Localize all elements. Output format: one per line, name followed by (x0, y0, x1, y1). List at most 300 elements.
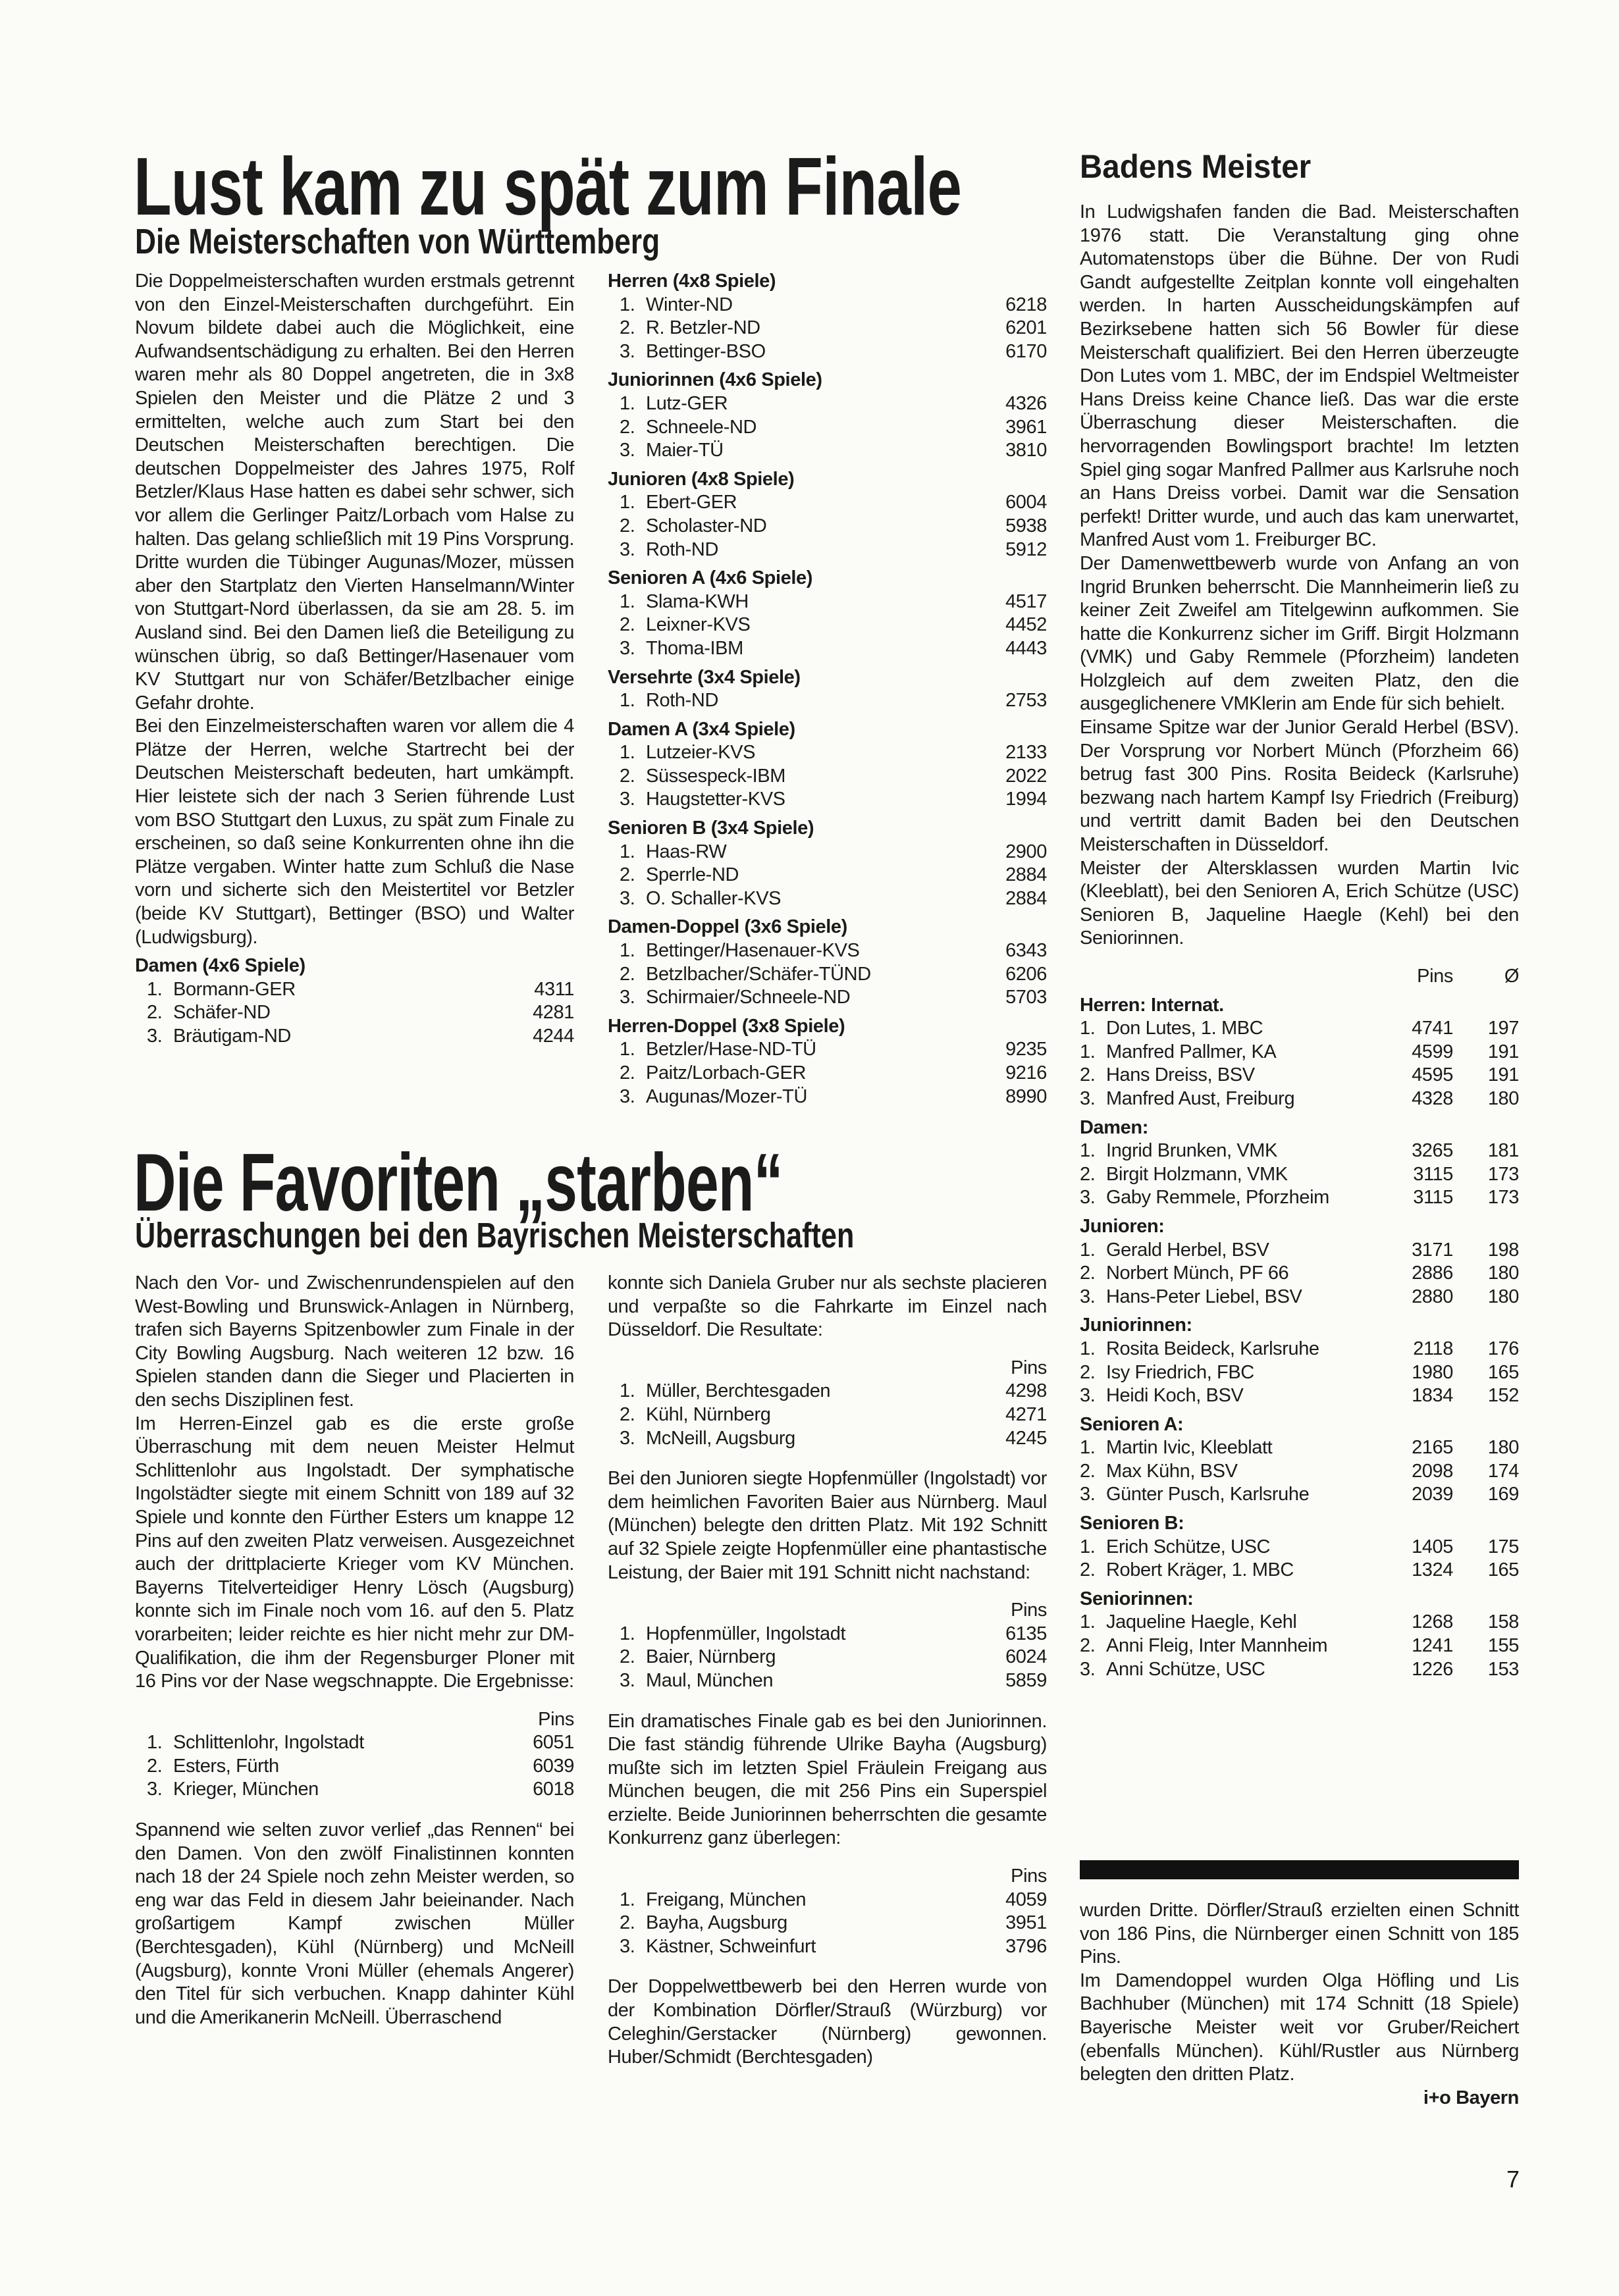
author-signature: i+o Bayern (1423, 2087, 1519, 2108)
rank: 1. (620, 940, 635, 962)
pins: 2118 (1413, 1338, 1453, 1359)
name: Lutz-GER (646, 392, 728, 414)
category-heading: Juniorinnen: (1080, 1315, 1192, 1336)
name: Haas-RW (646, 841, 727, 862)
table-header (608, 1865, 1047, 1889)
paragraph: Die Doppelmeisterschaften wurden erstmals getrennt von den Einzel-Meisterschaften durchgeführt. Ein Novum bildete dabei auch die Möglichkeit, eine Aufwandsentschädigung zu erhalten. Bei den Herren waren mehr als 80 Doppel angetreten, die in 3x8 Spielen den Meister und die Plätze 2 und 3 ermittelten, welche auch zum Start bei den Deutschen Meisterschaften berechtigen. Die deutschen Doppelmeister des Jahres 1975, Rolf Betzler/Klaus Hase hatten es dabei sehr schwer, sich vor allem die Gerlinger Paitz/Lorbach vom Halse zu halten. Das gelang schließlich mit 19 Pins Vorsprung. Dritte wurden die Tübinger Augunas/Mozer, müssen aber den Startplatz den Vierten Hanselmann/Winter von Stuttgart-Nord überlassen, da sie am 28. 5. im Ausland sind. Bei den Damen ließ die Beteiligung zu wünschen übrig, so daß Bettinger/Hasenauer vom KV Stuttgart nur von Schäfer/Betzlbacher einige Gefahr drohte. (135, 271, 574, 714)
average: 191 (1487, 1064, 1519, 1086)
article-subtitle-bayern: Überraschungen bei den Bayrischen Meisterschaften (135, 1216, 855, 1255)
table-row (135, 1001, 574, 1025)
rank: 3. (620, 1085, 635, 1107)
table-row (608, 689, 1047, 713)
average: 180 (1487, 1286, 1519, 1307)
pins: 4595 (1412, 1064, 1453, 1086)
table-row (608, 1062, 1047, 1085)
name: McNeill, Augsburg (646, 1427, 795, 1449)
pins: 4271 (1005, 1403, 1047, 1425)
name: Norbert Münch, PF 66 (1106, 1263, 1289, 1284)
rank: 1. (1080, 1611, 1096, 1633)
rank: 1. (620, 294, 635, 315)
name: Betzlbacher/Schäfer-TÜND (646, 963, 871, 985)
rank: 3. (147, 1779, 163, 1800)
paragraph: wurden Dritte. Dörfler/Strauß erzielten einen Schnitt von 186 Pins, die Nürnberger einen Schnitt von 185 Pins. (1080, 1900, 1519, 1968)
table-row (608, 416, 1047, 440)
rank: 2. (1080, 1163, 1096, 1185)
name: Leixner-KVS (646, 614, 751, 636)
table-row (608, 1912, 1047, 1935)
paragraph: Einsame Spitze war der Junior Gerald Herbel (BSV). Der Vorsprung vor Norbert Münch (Pforzheim 66) betrug fast 300 Pins. Rosita Beideck (Karlsruhe) bezwang nach hartem Kampf Isy Friedrich (Freiburg) und vertritt damit Baden bei den Deutschen Meisterschaften in Düsseldorf. (1080, 717, 1519, 856)
paragraph: Bei den Einzelmeisterschaften waren vor allem die 4 Plätze der Herren, welche Startrecht bei der Deutschen Meisterschaft bedeuten, hart umkämpft. Hier leistete sich der nach 3 Serien führende Lust vom BSO Stuttgart den Luxus, zu spät zum Finale zu erscheinen, so daß seine Konkurrenten ohne ihn die Plätze vergaben. Winter hatte zum Schluß die Nase vorn und sicherte sich den Meistertitel vor Betzler (beide KV Stuttgart), Bettinger (BSO) und Walter (Ludwigsburg). (135, 716, 574, 948)
rank: 1. (1080, 1041, 1096, 1062)
name: Jaqueline Haegle, Kehl (1106, 1611, 1297, 1633)
pins: 2884 (1005, 887, 1047, 909)
table-row (1080, 1041, 1519, 1064)
rank: 3. (620, 1935, 635, 1957)
table-row (1080, 1361, 1519, 1385)
average: 175 (1487, 1536, 1519, 1557)
name: Betzler/Hase-ND-TÜ (646, 1039, 816, 1060)
table-row (608, 1669, 1047, 1693)
name: Bettinger/Hasenauer-KVS (646, 940, 860, 962)
paragraph: In Ludwigshafen fanden die Bad. Meisterschaften 1976 statt. Die Veranstaltung ging ohne Automatenstops über die Bühne. Der von Rudi Gandt aufgestellte Zeitplan konnte voll eingehalten werden. In harten Ausscheidungskämpfen auf Bezirksebene hatten sich 56 Bowler für diese Meisterschaft qualifiziert. Bei den Herren überzeugte Don Lutes vom 1. MBC, der im Endspiel Weltmeister Hans Dreiss keine Chance ließ. Das war die erste Überraschung dieser Meisterschaften. die hervorragenden Bowlingsport brachte! Im letzten Spiel ging sogar Manfred Pallmer aus Karlsruhe noch an Hans Dreiss vorbei. Damit war die Sensation perfekt! Dritter wurde, und auch das kam unerwartet, Manfred Aust vom 1. Freiburger BC. (1080, 201, 1519, 551)
table-row (608, 1380, 1047, 1403)
rank: 2. (147, 1755, 163, 1777)
pins: 3115 (1413, 1163, 1453, 1185)
table-row (608, 788, 1047, 812)
rank: 3. (1080, 1187, 1096, 1209)
pins: 4328 (1412, 1087, 1453, 1109)
table-row (1080, 1286, 1519, 1309)
page-number: 7 (1506, 2166, 1520, 2193)
name: Haugstetter-KVS (646, 789, 785, 810)
table-row (608, 841, 1047, 864)
table-row (608, 515, 1047, 538)
rank: 2. (620, 416, 635, 438)
pins: 5859 (1005, 1669, 1047, 1691)
pins: 4741 (1412, 1018, 1453, 1039)
divider-bar (1080, 1860, 1519, 1879)
name: Roth-ND (646, 538, 718, 560)
table-row (608, 1889, 1047, 1912)
table-row (1080, 1239, 1519, 1263)
table-row (608, 1427, 1047, 1451)
table-row (608, 538, 1047, 562)
table-row (135, 1731, 574, 1755)
table-row (1080, 1483, 1519, 1507)
category-heading: Senioren B (3x4 Spiele) (608, 818, 814, 839)
table-row (1080, 1262, 1519, 1286)
pins: 6206 (1005, 963, 1047, 985)
rank: 1. (620, 1380, 635, 1402)
pins: 5912 (1005, 538, 1047, 560)
pins: 4311 (534, 978, 574, 1000)
rank: 3. (1080, 1484, 1096, 1505)
name: Günter Pusch, Karlsruhe (1106, 1484, 1310, 1505)
table-row (608, 765, 1047, 789)
rank: 3. (147, 1026, 163, 1047)
table-row (608, 317, 1047, 340)
table-row (608, 1038, 1047, 1062)
name: Lutzeier-KVS (646, 742, 756, 764)
table-row (608, 939, 1047, 963)
paragraph: konnte sich Daniela Gruber nur als sechste placieren und verpaßte so die Fahrkarte im Einzel nach Düsseldorf. Die Resultate: (608, 1272, 1047, 1341)
table-row (1080, 1611, 1519, 1634)
name: Thoma-IBM (646, 637, 743, 659)
results-table (135, 1708, 574, 1802)
name: Robert Kräger, 1. MBC (1106, 1559, 1294, 1581)
category-heading: Herren (4x8 Spiele) (608, 271, 776, 292)
rank: 2. (620, 1403, 635, 1425)
category-heading: Senioren B: (1080, 1513, 1184, 1534)
name: Sperrle-ND (646, 864, 739, 886)
table-row (608, 590, 1047, 614)
table-row (608, 741, 1047, 765)
table-row (1080, 1384, 1519, 1408)
rank: 2. (620, 317, 635, 339)
name: Bayha, Augsburg (646, 1912, 787, 1934)
pins: 5703 (1005, 987, 1047, 1008)
pins: 2022 (1005, 765, 1047, 787)
category-heading: Senioren A: (1080, 1413, 1184, 1435)
table-header (135, 1708, 574, 1732)
column-header: Pins (538, 1708, 574, 1730)
category-heading: Damen A (3x4 Spiele) (608, 718, 795, 740)
average: 180 (1487, 1087, 1519, 1109)
rank: 3. (620, 789, 635, 810)
name: Kästner, Schweinfurt (646, 1935, 816, 1957)
article3-column-2 (608, 1272, 1047, 2070)
name: Kühl, Nürnberg (646, 1403, 771, 1425)
name: Manfred Pallmer, KA (1106, 1041, 1277, 1062)
table-row (608, 864, 1047, 887)
rank: 3. (620, 340, 635, 362)
pins: 1324 (1412, 1559, 1453, 1581)
name: Hopfenmüller, Ingolstadt (646, 1623, 846, 1644)
rank: 1. (1080, 1536, 1096, 1557)
paragraph: Im Herren-Einzel gab es die erste große Überraschung mit dem neuen Meister Helmut Schlittenlohr aus Ingolstadt. Der symphatische Ingolstädter siegte mit einem Schnitt von 189 auf 32 Spiele und konnte den Fürther Esters um knappe 12 Pins auf den zweiten Platz verweisen. Ausgezeichnet auch der drittplacierte Krieger vom KV München. Bayerns Titelverteidiger Henry Lösch (Augsburg) konnte sich im Finale noch vom 16. auf den 5. Platz vorarbeiten; leider reichte es hier nicht mehr zur DM-Qualifikation, die ihm der Regensburger Ploner mit 16 Pins vor der Nase wegschnappte. Die Ergebnisse: (135, 1413, 574, 1692)
rank: 1. (147, 1732, 163, 1754)
paragraph: Bei den Junioren siegte Hopfenmüller (Ingolstadt) vor dem heimlichen Favoriten Baier aus Nürnberg. Maul (München) belegte den dritten Platz. Mit 192 Schnitt auf 32 Spiele zeigte Hopfenmüller eine phantastische Leistung, der Baier mit 191 Schnitt nicht nachstand: (608, 1468, 1047, 1583)
name: Don Lutes, 1. MBC (1106, 1018, 1263, 1039)
pins: 6343 (1005, 940, 1047, 962)
rank: 1. (620, 1889, 635, 1910)
rank: 3. (620, 1669, 635, 1691)
table-row (135, 978, 574, 1002)
table-row (1080, 1536, 1519, 1559)
article1-column-2 (608, 265, 1047, 1109)
average: 169 (1487, 1484, 1519, 1505)
name: Anni Schütze, USC (1106, 1658, 1265, 1680)
table-row (608, 1623, 1047, 1646)
pins: 6170 (1005, 340, 1047, 362)
pins: 9216 (1005, 1062, 1047, 1083)
category-heading: Damen (4x6 Spiele) (135, 955, 305, 977)
rank: 2. (620, 864, 635, 886)
article2-column (1080, 201, 1519, 1681)
pins: 3951 (1005, 1912, 1047, 1934)
table-row (1080, 1460, 1519, 1484)
rank: 3. (1080, 1385, 1096, 1407)
name: Gerald Herbel, BSV (1106, 1239, 1269, 1261)
table-row (608, 1403, 1047, 1427)
name: Krieger, München (173, 1779, 319, 1800)
name: Bormann-GER (173, 978, 296, 1000)
average: 180 (1487, 1437, 1519, 1459)
category-heading: Junioren (4x8 Spiele) (608, 468, 795, 490)
pins: 4059 (1005, 1889, 1047, 1910)
paragraph: Ein dramatisches Finale gab es bei den Juniorinnen. Die fast ständig führende Ulrike Bayha (Augsburg) mußte sich im letzten Spiel Fräulein Freigang aus München beugen, die mit 256 Pins ein Superspiel erzielte. Beide Juniorinnen beherrschten die gesamte Konkurrenz ganz überlegen: (608, 1710, 1047, 1849)
pins: 8990 (1005, 1085, 1047, 1107)
rank: 3. (620, 637, 635, 659)
pins: 6135 (1005, 1623, 1047, 1644)
rank: 2. (620, 515, 635, 536)
pins: 4245 (1005, 1427, 1047, 1449)
rank: 2. (620, 1646, 635, 1668)
name: Augunas/Mozer-TÜ (646, 1085, 808, 1107)
pins: 3265 (1412, 1140, 1453, 1162)
name: Ebert-GER (646, 492, 737, 513)
pins: 4298 (1005, 1380, 1047, 1402)
pins: 6051 (533, 1732, 574, 1754)
name: Winter-ND (646, 294, 733, 315)
average: 191 (1487, 1041, 1519, 1062)
average: 173 (1487, 1163, 1519, 1185)
paragraph: Der Damenwettbewerb wurde von Anfang an von Ingrid Brunken beherrscht. Die Mannheimerin ließ zu keiner Zeit Zweifel am Titelgewinn aufkommen. Sie hatte die Konkurrenz sicher im Griff. Birgit Holzmann (VMK) und Gaby Remmele (Pforzheim) landeten Holzgleich auf dem zweiten Platz, den die ausgeglichenere VMKlerin am Ende für sich behielt. (1080, 552, 1519, 715)
pins: 4244 (533, 1026, 574, 1047)
pins: 2880 (1412, 1286, 1453, 1307)
average: 155 (1487, 1635, 1519, 1657)
rank: 2. (147, 1002, 163, 1024)
name: Isy Friedrich, FBC (1106, 1361, 1254, 1383)
results-table (608, 1599, 1047, 1692)
table-row (1080, 1634, 1519, 1658)
table-row (608, 491, 1047, 515)
table-row (1080, 1338, 1519, 1361)
table-row (135, 1778, 574, 1802)
pins: 2133 (1005, 742, 1047, 764)
column-header: Pins (1011, 1357, 1047, 1378)
paragraph: Der Doppelwettbewerb bei den Herren wurde von der Kombination Dörfler/Strauß (Würzburg) vor Celeghin/Gerstacker (Nürnberg) gewonnen. Huber/Schmidt (Berchtesgaden) (608, 1976, 1047, 2068)
rank: 1. (1080, 1018, 1096, 1039)
column-header: Pins (1011, 1600, 1047, 1621)
pins: 2900 (1005, 841, 1047, 862)
article-subtitle-wuerttemberg: Die Meisterschaften von Württemberg (135, 222, 660, 261)
table-header (1080, 965, 1519, 989)
rank: 2. (620, 614, 635, 636)
results-table (608, 270, 1047, 1109)
name: Hans Dreiss, BSV (1106, 1064, 1255, 1086)
column-header: Pins (1011, 1866, 1047, 1887)
name: Gaby Remmele, Pforzheim (1106, 1187, 1329, 1209)
table-row (608, 439, 1047, 463)
rank: 3. (620, 1427, 635, 1449)
article1-column-1 (135, 270, 574, 1049)
average: 158 (1487, 1611, 1519, 1633)
table-row (608, 613, 1047, 637)
pins: 6024 (1005, 1646, 1047, 1668)
name: Schirmaier/Schneele-ND (646, 987, 851, 1008)
name: Slama-KWH (646, 590, 749, 612)
pins: 5938 (1005, 515, 1047, 536)
rank: 2. (1080, 1064, 1096, 1086)
name: Schlittenlohr, Ingolstadt (173, 1732, 364, 1754)
rank: 1. (1080, 1437, 1096, 1459)
average: 197 (1487, 1018, 1519, 1039)
table-row (1080, 1064, 1519, 1087)
average: 176 (1487, 1338, 1519, 1359)
rank: 2. (620, 1912, 635, 1934)
name: Rosita Beideck, Karlsruhe (1106, 1338, 1319, 1359)
table-row (608, 1646, 1047, 1669)
table-row (1080, 1186, 1519, 1210)
article-title-wuerttemberg: Lust kam zu spät zum Finale (134, 142, 962, 232)
pins: 2039 (1412, 1484, 1453, 1505)
rank: 2. (620, 765, 635, 787)
rank: 1. (620, 590, 635, 612)
name: Freigang, München (646, 1889, 807, 1910)
name: Martin Ivic, Kleeblatt (1106, 1437, 1273, 1459)
table-row (1080, 1559, 1519, 1582)
table-row (608, 294, 1047, 317)
rank: 3. (1080, 1286, 1096, 1307)
pins: 1226 (1412, 1658, 1453, 1680)
rank: 3. (620, 538, 635, 560)
average: 173 (1487, 1187, 1519, 1209)
results-table (135, 954, 574, 1048)
table-row (1080, 1163, 1519, 1187)
rank: 1. (620, 392, 635, 414)
pins: 2886 (1412, 1263, 1453, 1284)
pins: 4517 (1005, 590, 1047, 612)
rank: 3. (620, 440, 635, 461)
pins: 3115 (1413, 1187, 1453, 1209)
pins: 1980 (1412, 1361, 1453, 1383)
rank: 2. (1080, 1559, 1096, 1581)
name: Maul, München (646, 1669, 774, 1691)
category-heading: Herren: Internat. (1080, 994, 1224, 1016)
rank: 3. (620, 887, 635, 909)
pins: 1268 (1412, 1611, 1453, 1633)
rank: 1. (620, 690, 635, 712)
category-heading: Damen-Doppel (3x6 Spiele) (608, 916, 847, 938)
name: Anni Fleig, Inter Mannheim (1106, 1635, 1328, 1657)
name: Müller, Berchtesgaden (646, 1380, 831, 1402)
results-table (1080, 965, 1519, 1681)
average: 152 (1487, 1385, 1519, 1407)
average: 153 (1487, 1658, 1519, 1680)
name: Maier-TÜ (646, 440, 724, 461)
name: O. Schaller-KVS (646, 887, 782, 909)
table-row (1080, 1436, 1519, 1460)
rank: 3. (1080, 1658, 1096, 1680)
table-header (608, 1357, 1047, 1380)
pins: 9235 (1005, 1039, 1047, 1060)
column-header: Pins (1417, 966, 1453, 987)
rank: 2. (1080, 1635, 1096, 1657)
category-heading: Junioren: (1080, 1215, 1165, 1237)
results-table (608, 1865, 1047, 1958)
pins: 3796 (1005, 1935, 1047, 1957)
rank: 1. (147, 978, 163, 1000)
pins: 1834 (1412, 1385, 1453, 1407)
category-heading: Juniorinnen (4x6 Spiele) (608, 369, 822, 391)
category-heading: Damen: (1080, 1116, 1148, 1138)
pins: 6018 (533, 1779, 574, 1800)
pins: 4599 (1412, 1041, 1453, 1062)
rank: 1. (1080, 1140, 1096, 1162)
name: Heidi Koch, BSV (1106, 1385, 1244, 1407)
pins: 4452 (1005, 614, 1047, 636)
pins: 4443 (1005, 637, 1047, 659)
pins: 6201 (1005, 317, 1047, 339)
pins: 6218 (1005, 294, 1047, 315)
rank: 1. (620, 742, 635, 764)
rank: 1. (620, 841, 635, 862)
table-row (608, 1935, 1047, 1959)
table-row (608, 963, 1047, 987)
name: Baier, Nürnberg (646, 1646, 776, 1668)
paragraph: Meister der Altersklassen wurden Martin Ivic (Kleeblatt), bei den Senioren A, Erich Schütze (USC) Senioren B, Jaqueline Haegle (Kehl) bei den Seniorinnen. (1080, 857, 1519, 949)
pins: 4326 (1005, 392, 1047, 414)
name: Erich Schütze, USC (1106, 1536, 1271, 1557)
pins: 2884 (1005, 864, 1047, 886)
pins: 2753 (1005, 690, 1047, 712)
rank: 2. (1080, 1361, 1096, 1383)
table-row (608, 637, 1047, 661)
article-title-baden: Badens Meister (1080, 148, 1312, 185)
table-row (608, 887, 1047, 911)
table-row (135, 1025, 574, 1049)
table-header (608, 1599, 1047, 1623)
table-row (1080, 1087, 1519, 1111)
pins: 1241 (1412, 1635, 1453, 1657)
category-heading: Versehrte (3x4 Spiele) (608, 666, 801, 688)
column-header: Ø (1504, 966, 1519, 987)
average: 198 (1487, 1239, 1519, 1261)
rank: 2. (620, 1062, 635, 1083)
name: Bräutigam-ND (173, 1026, 291, 1047)
name: Manfred Aust, Freiburg (1106, 1087, 1295, 1109)
name: Esters, Fürth (173, 1755, 279, 1777)
name: R. Betzler-ND (646, 317, 760, 339)
rank: 1. (1080, 1239, 1096, 1261)
paragraph: Im Damendoppel wurden Olga Höfling und Lis Bachhuber (München) mit 174 Schnitt (18 Spiele) Bayerische Meister weit vor Gruber/Reichert (ebenfalls München). Kühl/Rustler aus Nürnberg belegten den dritten Platz. (1080, 1970, 1519, 2085)
rank: 1. (620, 1039, 635, 1060)
name: Schneele-ND (646, 416, 757, 438)
table-row (1080, 1658, 1519, 1682)
name: Süssespeck-IBM (646, 765, 785, 787)
pins: 3810 (1005, 440, 1047, 461)
rank: 2. (620, 963, 635, 985)
results-table (608, 1357, 1047, 1450)
table-row (1080, 1139, 1519, 1163)
pins: 2098 (1412, 1460, 1453, 1482)
table-row (608, 392, 1047, 416)
table-row (1080, 1017, 1519, 1041)
name: Ingrid Brunken, VMK (1106, 1140, 1277, 1162)
article3-column-3 (1080, 1899, 1519, 2110)
average: 180 (1487, 1263, 1519, 1284)
article-title-bayern: Die Favoriten „starben“ (134, 1137, 783, 1228)
average: 174 (1487, 1460, 1519, 1482)
name: Bettinger-BSO (646, 340, 766, 362)
pins: 6039 (533, 1755, 574, 1777)
name: Roth-ND (646, 690, 718, 712)
average: 165 (1487, 1361, 1519, 1383)
pins: 2165 (1412, 1437, 1453, 1459)
pins: 1994 (1005, 789, 1047, 810)
table-row (608, 1085, 1047, 1109)
